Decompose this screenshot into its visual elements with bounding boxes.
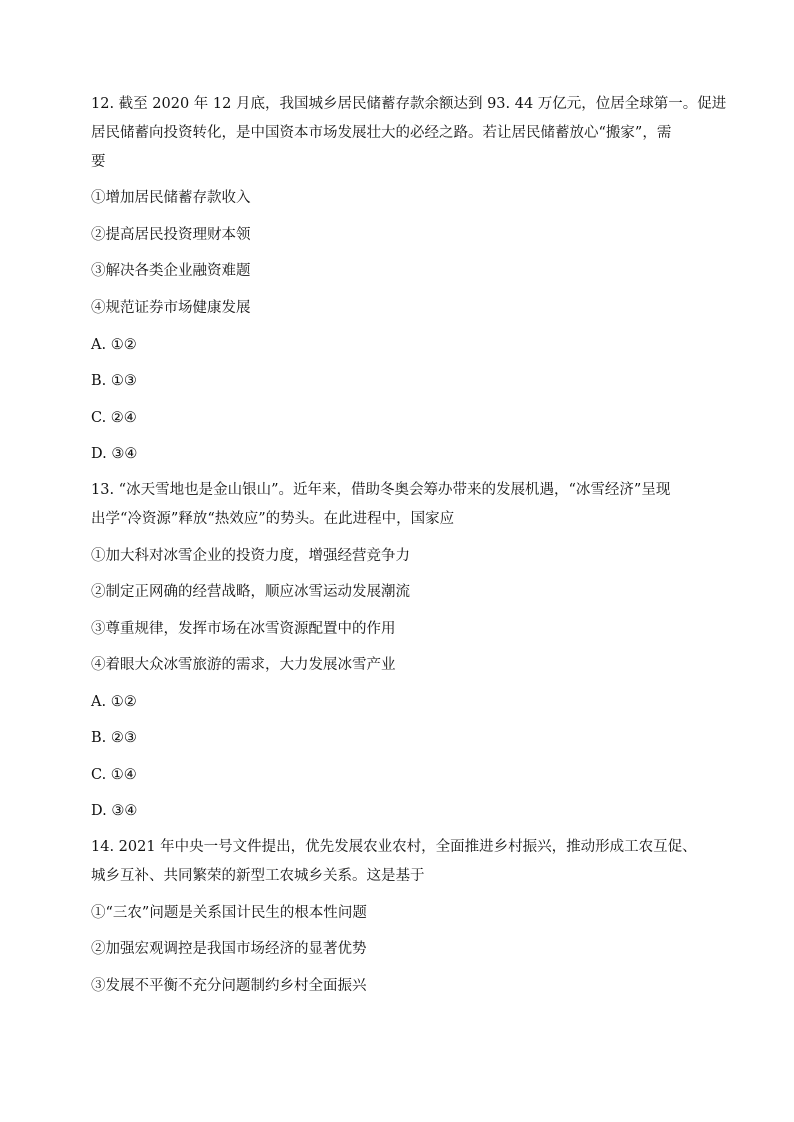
q13-stem-line-1: 13. “冰天雪地也是金山银山”。近年来，借助冬奥会筹办带来的发展机遇，“冰雪经济”呈现 [91, 482, 671, 498]
q12-statement-2: ②提高居民投资理财本领 [91, 227, 251, 243]
q12-option-d: D. ③④ [91, 446, 138, 462]
q12-stem-line-2: 居民储蓄向投资转化，是中国资本市场发展壮大的必经之路。若让居民储蓄放心“搬家”，需 [91, 125, 672, 141]
q14-stem-line-1: 14. 2021 年中央一号文件提出，优先发展农业农村，全面推进乡村振兴，推动形成工农互促、 [91, 839, 697, 855]
q12-option-b: B. ①③ [91, 373, 137, 389]
q13-statement-2: ②制定正网确的经营战略，顺应冰雪运动发展潮流 [91, 584, 410, 600]
q12-statement-1: ①增加居民储蓄存款收入 [91, 190, 251, 206]
q14-statement-1: ①“三农”问题是关系国计民生的根本性问题 [91, 905, 367, 921]
q14-statement-2: ②加强宏观调控是我国市场经济的显著优势 [91, 941, 367, 957]
q13-stem-line-2: 出学“冷资源”释放“热效应”的势头。在此进程中，国家应 [91, 511, 455, 527]
q14-statement-3: ③发展不平衡不充分问题制约乡村全面振兴 [91, 978, 367, 994]
q13-option-b: B. ②③ [91, 730, 137, 746]
q12-option-c: C. ②④ [91, 410, 137, 426]
q13-option-d: D. ③④ [91, 803, 138, 819]
q12-stem-line-1: 12. 截至 2020 年 12 月底，我国城乡居民储蓄存款余额达到 93. 44 万亿元，位居全球第一。促进 [91, 96, 727, 112]
q13-statement-4: ④着眼大众冰雪旅游的需求，大力发展冰雪产业 [91, 657, 396, 673]
q12-statement-3: ③解决各类企业融资难题 [91, 263, 251, 279]
q13-option-a: A. ①② [91, 694, 137, 710]
q13-option-c: C. ①④ [91, 767, 137, 783]
q12-option-a: A. ①② [91, 337, 137, 353]
q12-stem-line-3: 要 [91, 154, 106, 170]
q13-statement-1: ①加大科对冰雪企业的投资力度，增强经营竞争力 [91, 548, 410, 564]
q14-stem-line-2: 城乡互补、共同繁荣的新型工农城乡关系。这是基于 [91, 868, 425, 884]
q13-statement-3: ③尊重规律，发挥市场在冰雪资源配置中的作用 [91, 621, 396, 637]
q12-statement-4: ④规范证券市场健康发展 [91, 300, 251, 316]
